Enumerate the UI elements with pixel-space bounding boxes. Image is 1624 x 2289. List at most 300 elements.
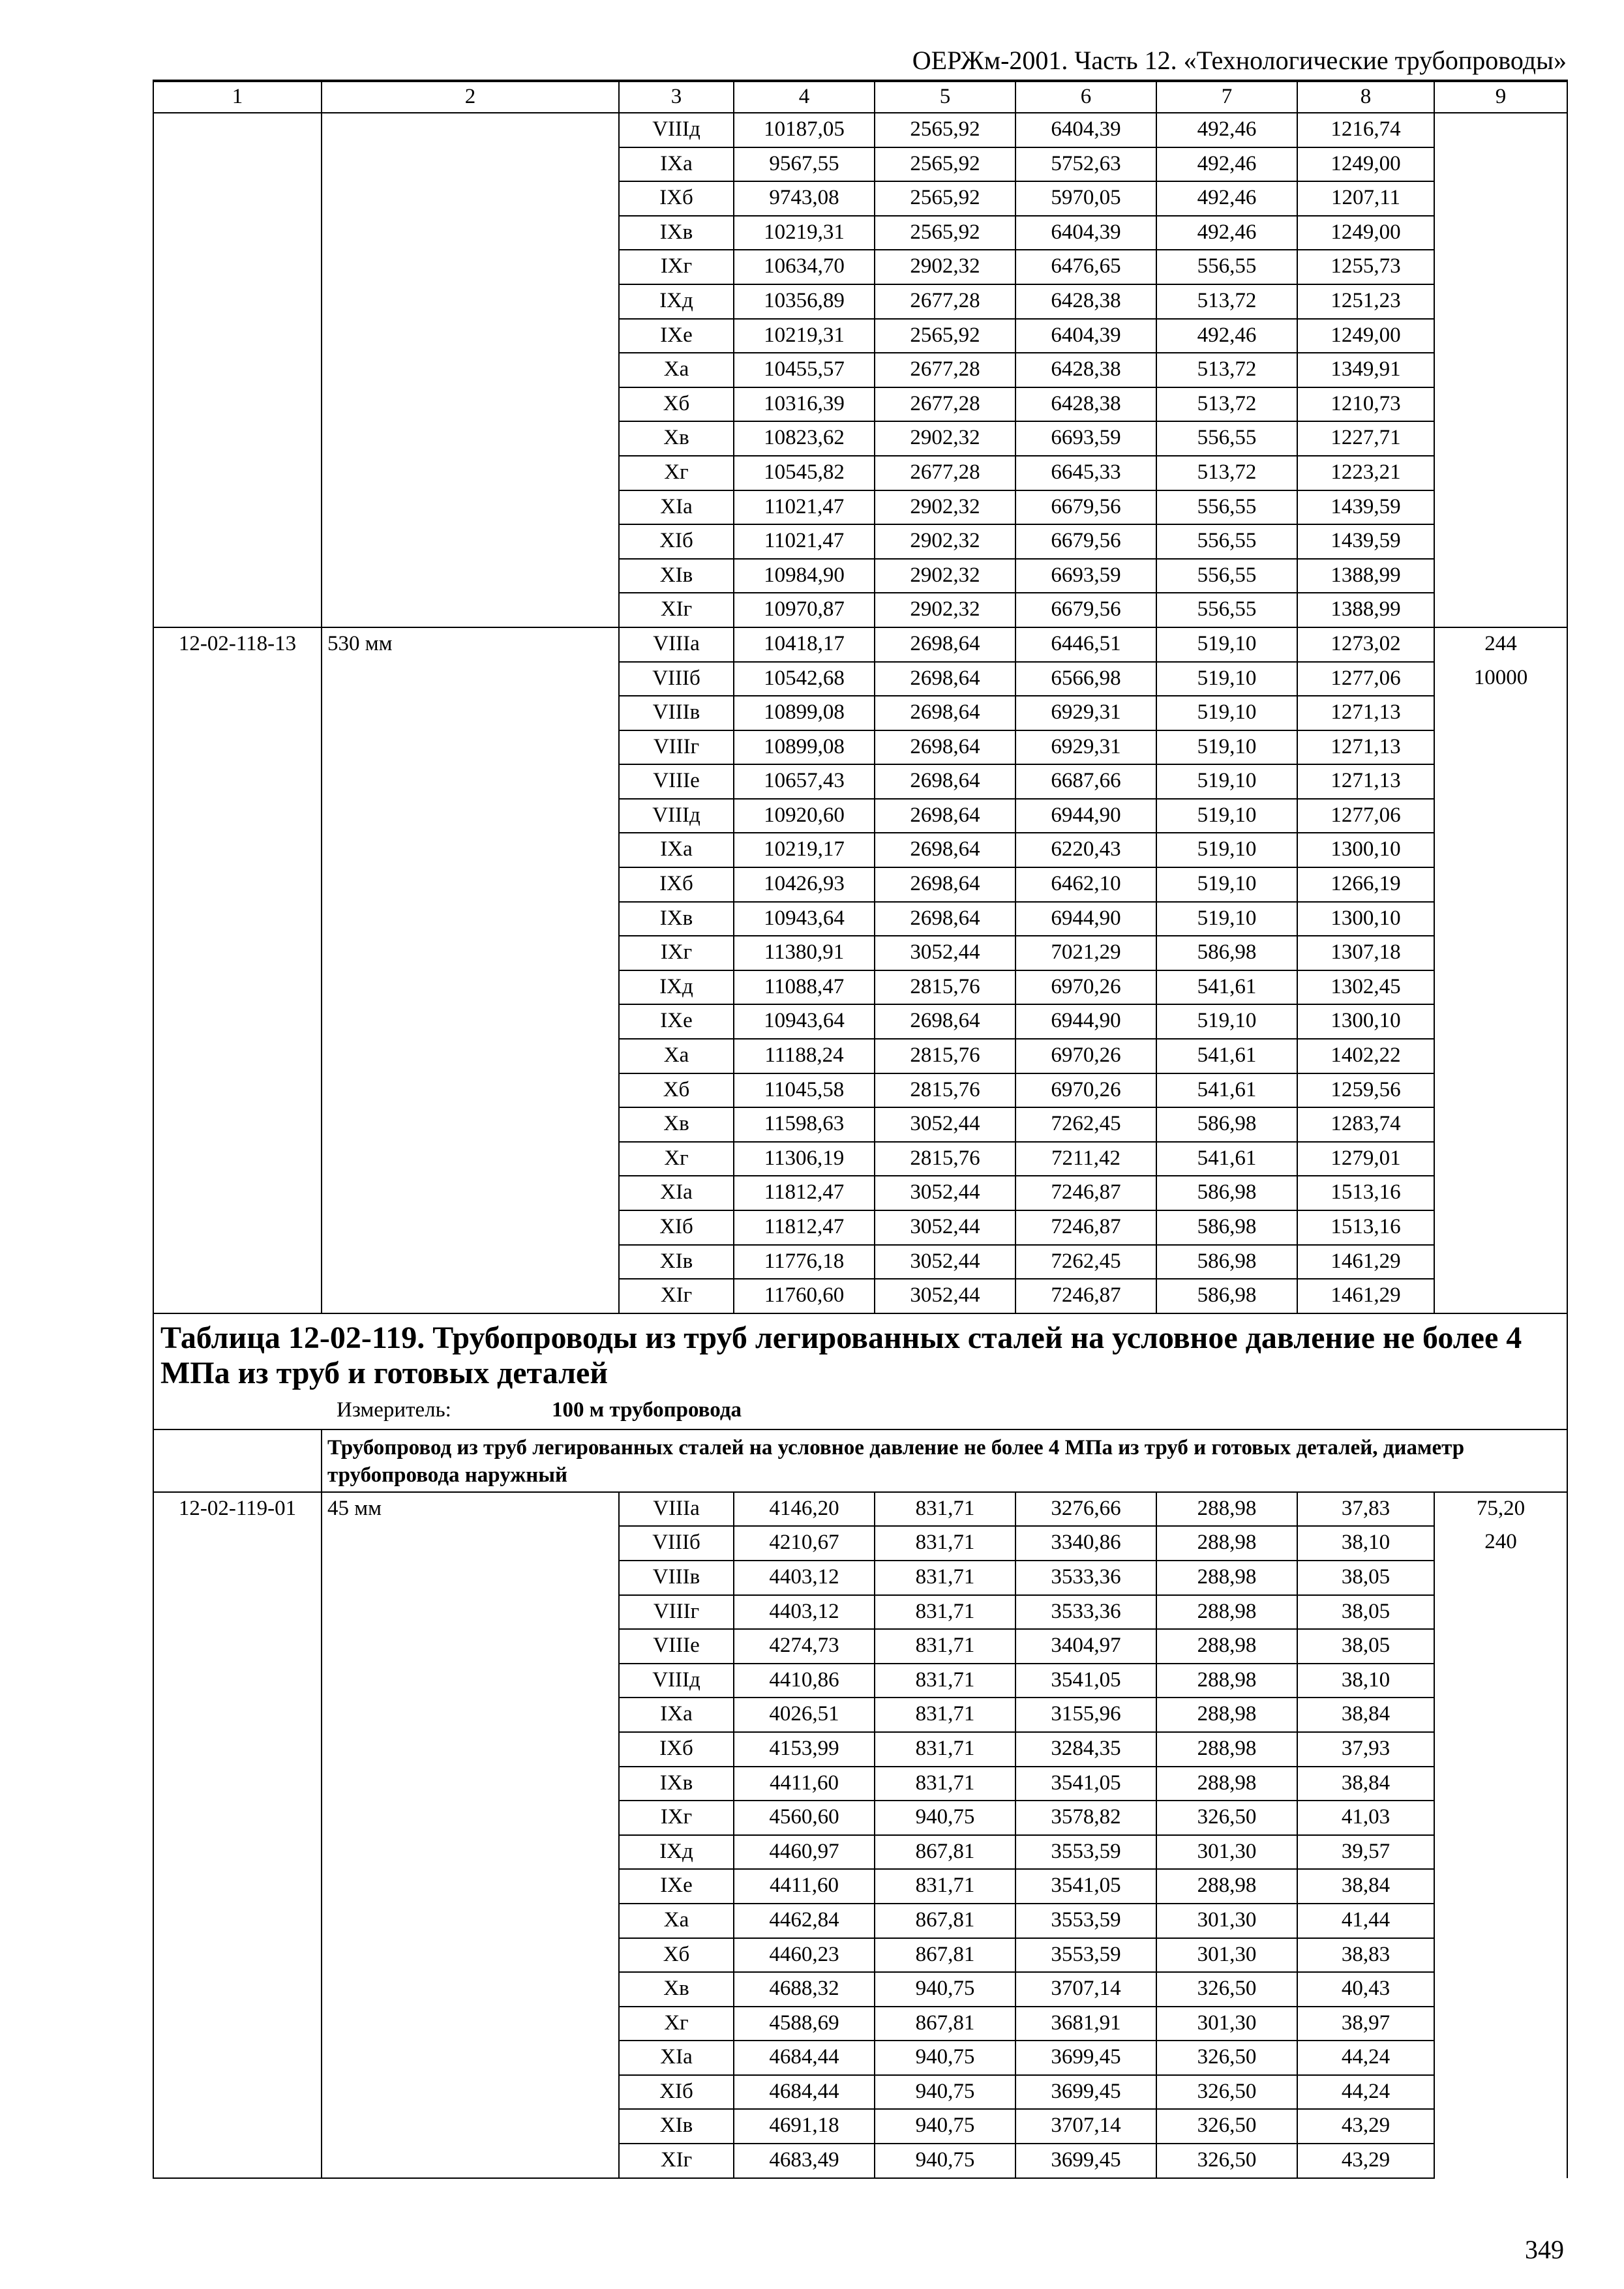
value-cell: 44,24	[1297, 2075, 1434, 2110]
value-cell: 301,30	[1156, 1938, 1297, 1973]
zone-group-cell: IXд	[619, 284, 734, 319]
value-cell: 3052,44	[875, 1210, 1015, 1245]
value-cell: 326,50	[1156, 1972, 1297, 2007]
value-cell: 6929,31	[1015, 730, 1156, 765]
zone-group-cell: Xв	[619, 1972, 734, 2007]
column-number: 3	[619, 80, 734, 113]
value-cell: 1277,06	[1297, 662, 1434, 696]
zone-group-cell: VIIIг	[619, 730, 734, 765]
value-cell: 6970,26	[1015, 1073, 1156, 1108]
value-cell: 6404,39	[1015, 113, 1156, 147]
value-cell: 288,98	[1156, 1732, 1297, 1767]
column-number: 1	[153, 80, 322, 113]
zone-group-cell: VIIIб	[619, 662, 734, 696]
col9-cell	[1434, 216, 1567, 250]
value-cell: 831,71	[875, 1869, 1015, 1904]
value-cell: 492,46	[1156, 319, 1297, 353]
column-number: 4	[734, 80, 875, 113]
value-cell: 541,61	[1156, 1073, 1297, 1108]
value-cell: 10984,90	[734, 559, 875, 593]
zone-group-cell: VIIIд	[619, 1664, 734, 1698]
col9-cell	[1434, 1869, 1567, 1904]
value-cell: 3276,66	[1015, 1492, 1156, 1527]
value-cell: 1513,16	[1297, 1176, 1434, 1210]
value-cell: 43,29	[1297, 2109, 1434, 2144]
value-cell: 288,98	[1156, 1698, 1297, 1732]
value-cell: 513,72	[1156, 284, 1297, 319]
zone-group-cell: IXг	[619, 1801, 734, 1835]
diameter-cell	[322, 113, 619, 627]
value-cell: 7211,42	[1015, 1142, 1156, 1176]
col9-cell	[1434, 593, 1567, 627]
value-cell: 867,81	[875, 2007, 1015, 2041]
value-cell: 3541,05	[1015, 1767, 1156, 1801]
value-cell: 2565,92	[875, 147, 1015, 182]
value-cell: 492,46	[1156, 147, 1297, 182]
value-cell: 940,75	[875, 2041, 1015, 2075]
value-cell: 4274,73	[734, 1629, 875, 1664]
col9-cell	[1434, 833, 1567, 867]
zone-group-cell: XIб	[619, 524, 734, 559]
zone-group-cell: Xг	[619, 456, 734, 490]
value-cell: 40,43	[1297, 1972, 1434, 2007]
value-cell: 1266,19	[1297, 867, 1434, 902]
value-cell: 7246,87	[1015, 1176, 1156, 1210]
value-cell: 10943,64	[734, 1004, 875, 1039]
value-cell: 3404,97	[1015, 1629, 1156, 1664]
value-cell: 4688,32	[734, 1972, 875, 2007]
value-cell: 1279,01	[1297, 1142, 1434, 1176]
zone-group-cell: Xб	[619, 1073, 734, 1108]
value-cell: 2902,32	[875, 421, 1015, 456]
zone-group-cell: XIг	[619, 593, 734, 627]
value-cell: 940,75	[875, 2075, 1015, 2110]
col9-cell	[1434, 1972, 1567, 2007]
value-cell: 6687,66	[1015, 764, 1156, 799]
value-cell: 6428,38	[1015, 284, 1156, 319]
page-number: 349	[1525, 2235, 1564, 2264]
value-cell: 38,10	[1297, 1664, 1434, 1698]
value-cell: 1216,74	[1297, 113, 1434, 147]
value-cell: 940,75	[875, 1972, 1015, 2007]
zone-group-cell: VIIIг	[619, 1595, 734, 1630]
value-cell: 519,10	[1156, 799, 1297, 833]
zone-group-cell: IXб	[619, 1732, 734, 1767]
value-cell: 831,71	[875, 1492, 1015, 1527]
value-cell: 6944,90	[1015, 799, 1156, 833]
zone-group-cell: XIб	[619, 1210, 734, 1245]
zone-group-cell: VIIIд	[619, 113, 734, 147]
value-cell: 2698,64	[875, 730, 1015, 765]
zone-group-cell: VIIIе	[619, 1629, 734, 1664]
value-cell: 37,83	[1297, 1492, 1434, 1527]
value-cell: 4684,44	[734, 2075, 875, 2110]
value-cell: 11812,47	[734, 1210, 875, 1245]
col9-cell	[1434, 1210, 1567, 1245]
rates-table	[153, 80, 1568, 2179]
value-cell: 541,61	[1156, 1142, 1297, 1176]
value-cell: 41,03	[1297, 1801, 1434, 1835]
value-cell: 492,46	[1156, 216, 1297, 250]
value-cell: 38,05	[1297, 1595, 1434, 1630]
col9-cell	[1434, 250, 1567, 284]
column-number: 7	[1156, 80, 1297, 113]
zone-group-cell: IXе	[619, 319, 734, 353]
value-cell: 1273,02	[1297, 627, 1434, 662]
value-cell: 7021,29	[1015, 936, 1156, 970]
value-cell: 43,29	[1297, 2144, 1434, 2178]
value-cell: 4684,44	[734, 2041, 875, 2075]
zone-group-cell: VIIIе	[619, 764, 734, 799]
value-cell: 556,55	[1156, 593, 1297, 627]
value-cell: 2698,64	[875, 867, 1015, 902]
col9-cell	[1434, 1245, 1567, 1279]
value-cell: 519,10	[1156, 696, 1297, 730]
value-cell: 3699,45	[1015, 2075, 1156, 2110]
col9-cell	[1434, 1279, 1567, 1313]
rate-code-cell: 12-02-118-13	[153, 627, 322, 1313]
value-cell: 1402,22	[1297, 1039, 1434, 1073]
value-cell: 3052,44	[875, 936, 1015, 970]
measure-line	[160, 1395, 1561, 1425]
value-cell: 11760,60	[734, 1279, 875, 1313]
value-cell: 288,98	[1156, 1526, 1297, 1561]
value-cell: 1307,18	[1297, 936, 1434, 970]
value-cell: 3052,44	[875, 1279, 1015, 1313]
value-cell: 1277,06	[1297, 799, 1434, 833]
value-cell: 1249,00	[1297, 216, 1434, 250]
value-cell: 6566,98	[1015, 662, 1156, 696]
value-cell: 1300,10	[1297, 833, 1434, 867]
value-cell: 301,30	[1156, 2007, 1297, 2041]
table-row	[153, 113, 1567, 147]
value-cell: 4462,84	[734, 1904, 875, 1938]
value-cell: 3533,36	[1015, 1595, 1156, 1630]
value-cell: 1223,21	[1297, 456, 1434, 490]
value-cell: 1255,73	[1297, 250, 1434, 284]
value-cell: 3699,45	[1015, 2041, 1156, 2075]
zone-group-cell: IXв	[619, 1767, 734, 1801]
value-cell: 2565,92	[875, 216, 1015, 250]
col9-cell	[1434, 1629, 1567, 1664]
col9-cell	[1434, 2007, 1567, 2041]
value-cell: 831,71	[875, 1698, 1015, 1732]
value-cell: 586,98	[1156, 1245, 1297, 1279]
value-cell: 1513,16	[1297, 1210, 1434, 1245]
value-cell: 2565,92	[875, 319, 1015, 353]
column-number: 2	[322, 80, 619, 113]
value-cell: 5752,63	[1015, 147, 1156, 182]
value-cell: 6970,26	[1015, 1039, 1156, 1073]
value-cell: 9567,55	[734, 147, 875, 182]
value-cell: 586,98	[1156, 1279, 1297, 1313]
value-cell: 4560,60	[734, 1801, 875, 1835]
value-cell: 11188,24	[734, 1039, 875, 1073]
col9-cell	[1434, 2075, 1567, 2110]
value-cell: 288,98	[1156, 1767, 1297, 1801]
value-cell: 10187,05	[734, 113, 875, 147]
value-cell: 6462,10	[1015, 867, 1156, 902]
value-cell: 586,98	[1156, 1176, 1297, 1210]
value-cell: 3553,59	[1015, 1938, 1156, 1973]
zone-group-cell: IXд	[619, 970, 734, 1005]
value-cell: 6679,56	[1015, 593, 1156, 627]
value-cell: 2815,76	[875, 1142, 1015, 1176]
value-cell: 519,10	[1156, 902, 1297, 936]
value-cell: 288,98	[1156, 1595, 1297, 1630]
value-cell: 2565,92	[875, 181, 1015, 216]
value-cell: 556,55	[1156, 559, 1297, 593]
value-cell: 288,98	[1156, 1492, 1297, 1527]
value-cell: 1461,29	[1297, 1245, 1434, 1279]
value-cell: 4460,97	[734, 1835, 875, 1870]
table-title: Таблица 12-02-119. Трубопроводы из труб легированных сталей на условное давление не более 4 МПа из труб и готовых деталей	[160, 1320, 1522, 1390]
value-cell: 7262,45	[1015, 1107, 1156, 1142]
value-cell: 492,46	[1156, 113, 1297, 147]
value-cell: 6404,39	[1015, 216, 1156, 250]
value-cell: 11088,47	[734, 970, 875, 1005]
value-cell: 4210,67	[734, 1526, 875, 1561]
value-cell: 6428,38	[1015, 353, 1156, 387]
value-cell: 4683,49	[734, 2144, 875, 2178]
zone-group-cell: IXв	[619, 216, 734, 250]
value-cell: 10899,08	[734, 696, 875, 730]
value-cell: 519,10	[1156, 833, 1297, 867]
col9-cell	[1434, 1698, 1567, 1732]
value-cell: 326,50	[1156, 2075, 1297, 2110]
value-cell: 10542,68	[734, 662, 875, 696]
value-cell: 2677,28	[875, 387, 1015, 422]
diameter-cell: 45 мм	[322, 1492, 619, 2178]
value-cell: 1251,23	[1297, 284, 1434, 319]
zone-group-cell: VIIIд	[619, 799, 734, 833]
value-cell: 1249,00	[1297, 319, 1434, 353]
diameter-cell: 530 мм	[322, 627, 619, 1313]
value-cell: 1302,45	[1297, 970, 1434, 1005]
value-cell: 3707,14	[1015, 1972, 1156, 2007]
value-cell: 10426,93	[734, 867, 875, 902]
value-cell: 10316,39	[734, 387, 875, 422]
value-cell: 3052,44	[875, 1176, 1015, 1210]
value-cell: 3578,82	[1015, 1801, 1156, 1835]
zone-group-cell: XIв	[619, 2109, 734, 2144]
zone-group-cell: Xа	[619, 1039, 734, 1073]
value-cell: 2698,64	[875, 1004, 1015, 1039]
value-cell: 11380,91	[734, 936, 875, 970]
col9-cell	[1434, 1732, 1567, 1767]
value-cell: 492,46	[1156, 181, 1297, 216]
col9-cell	[1434, 456, 1567, 490]
value-cell: 4410,86	[734, 1664, 875, 1698]
value-cell: 11812,47	[734, 1176, 875, 1210]
value-cell: 6693,59	[1015, 421, 1156, 456]
col9-cell	[1434, 1835, 1567, 1870]
value-cell: 3707,14	[1015, 2109, 1156, 2144]
col9-cell	[1434, 387, 1567, 422]
value-cell: 38,05	[1297, 1629, 1434, 1664]
value-cell: 2698,64	[875, 662, 1015, 696]
table-title-cell	[153, 1313, 1567, 1429]
value-cell: 6404,39	[1015, 319, 1156, 353]
value-cell: 1349,91	[1297, 353, 1434, 387]
zone-group-cell: XIа	[619, 2041, 734, 2075]
value-cell: 2698,64	[875, 696, 1015, 730]
value-cell: 1461,29	[1297, 1279, 1434, 1313]
value-cell: 541,61	[1156, 1039, 1297, 1073]
value-cell: 2565,92	[875, 113, 1015, 147]
value-cell: 556,55	[1156, 524, 1297, 559]
column-number-row	[153, 80, 1567, 113]
col9-cell	[1434, 867, 1567, 902]
value-cell: 38,05	[1297, 1561, 1434, 1595]
value-cell: 7246,87	[1015, 1279, 1156, 1313]
value-cell: 38,83	[1297, 1938, 1434, 1973]
col9-cell	[1434, 799, 1567, 833]
zone-group-cell: Xб	[619, 1938, 734, 1973]
value-cell: 4460,23	[734, 1938, 875, 1973]
col9-cell	[1434, 524, 1567, 559]
value-cell: 1207,11	[1297, 181, 1434, 216]
value-cell: 1300,10	[1297, 1004, 1434, 1039]
value-cell: 831,71	[875, 1767, 1015, 1801]
value-cell: 5970,05	[1015, 181, 1156, 216]
value-cell: 10219,17	[734, 833, 875, 867]
value-cell: 1439,59	[1297, 524, 1434, 559]
zone-group-cell: VIIIа	[619, 1492, 734, 1527]
zone-group-cell: IXа	[619, 1698, 734, 1732]
value-cell: 940,75	[875, 2144, 1015, 2178]
value-cell: 2677,28	[875, 456, 1015, 490]
value-cell: 586,98	[1156, 1210, 1297, 1245]
value-cell: 10356,89	[734, 284, 875, 319]
measure-value: 100 м трубопровода	[552, 1398, 742, 1422]
value-cell: 10657,43	[734, 764, 875, 799]
zone-group-cell: Xв	[619, 421, 734, 456]
value-cell: 1388,99	[1297, 559, 1434, 593]
value-cell: 831,71	[875, 1629, 1015, 1664]
value-cell: 2698,64	[875, 833, 1015, 867]
zone-group-cell: IXе	[619, 1869, 734, 1904]
col9-cell: 10000	[1434, 662, 1567, 696]
zone-group-cell: Xг	[619, 1142, 734, 1176]
value-cell: 2815,76	[875, 970, 1015, 1005]
value-cell: 2677,28	[875, 284, 1015, 319]
value-cell: 1249,00	[1297, 147, 1434, 182]
value-cell: 1283,74	[1297, 1107, 1434, 1142]
value-cell: 10418,17	[734, 627, 875, 662]
page-header: ОЕРЖм-2001. Часть 12. «Технологические трубопроводы»	[153, 42, 1567, 82]
zone-group-cell: XIв	[619, 1245, 734, 1279]
col9-cell	[1434, 353, 1567, 387]
zone-group-cell: XIг	[619, 2144, 734, 2178]
zone-group-cell: IXа	[619, 833, 734, 867]
column-number: 6	[1015, 80, 1156, 113]
value-cell: 3541,05	[1015, 1869, 1156, 1904]
zone-group-cell: XIа	[619, 490, 734, 525]
column-number: 9	[1434, 80, 1567, 113]
col9-cell	[1434, 319, 1567, 353]
value-cell: 10634,70	[734, 250, 875, 284]
value-cell: 41,44	[1297, 1904, 1434, 1938]
zone-group-cell: Xв	[619, 1107, 734, 1142]
subheading-cell: Трубопровод из труб легированных сталей на условное давление не более 4 МПа из труб и готовых деталей, диаметр трубопровода наружный	[322, 1429, 1567, 1492]
value-cell: 38,97	[1297, 2007, 1434, 2041]
col9-cell	[1434, 2109, 1567, 2144]
zone-group-cell: IXб	[619, 867, 734, 902]
value-cell: 2698,64	[875, 902, 1015, 936]
zone-group-cell: Xг	[619, 2007, 734, 2041]
col9-cell	[1434, 696, 1567, 730]
value-cell: 940,75	[875, 1801, 1015, 1835]
value-cell: 11598,63	[734, 1107, 875, 1142]
zone-group-cell: IXг	[619, 250, 734, 284]
value-cell: 4411,60	[734, 1869, 875, 1904]
value-cell: 6220,43	[1015, 833, 1156, 867]
value-cell: 38,84	[1297, 1869, 1434, 1904]
value-cell: 1271,13	[1297, 764, 1434, 799]
value-cell: 2815,76	[875, 1039, 1015, 1073]
value-cell: 519,10	[1156, 1004, 1297, 1039]
value-cell: 831,71	[875, 1664, 1015, 1698]
value-cell: 867,81	[875, 1904, 1015, 1938]
value-cell: 513,72	[1156, 353, 1297, 387]
column-number: 8	[1297, 80, 1434, 113]
value-cell: 831,71	[875, 1526, 1015, 1561]
value-cell: 556,55	[1156, 490, 1297, 525]
col9-cell	[1434, 1561, 1567, 1595]
rate-code-cell	[153, 113, 322, 627]
value-cell: 10970,87	[734, 593, 875, 627]
value-cell: 4403,12	[734, 1595, 875, 1630]
value-cell: 10899,08	[734, 730, 875, 765]
zone-group-cell: IXд	[619, 1835, 734, 1870]
zone-group-cell: IXг	[619, 936, 734, 970]
zone-group-cell: XIв	[619, 559, 734, 593]
col9-cell	[1434, 1176, 1567, 1210]
value-cell: 586,98	[1156, 1107, 1297, 1142]
value-cell: 541,61	[1156, 970, 1297, 1005]
value-cell: 10219,31	[734, 319, 875, 353]
value-cell: 3553,59	[1015, 1904, 1156, 1938]
zone-group-cell: XIг	[619, 1279, 734, 1313]
value-cell: 288,98	[1156, 1629, 1297, 1664]
value-cell: 1227,71	[1297, 421, 1434, 456]
value-cell: 288,98	[1156, 1561, 1297, 1595]
value-cell: 1300,10	[1297, 902, 1434, 936]
value-cell: 3699,45	[1015, 2144, 1156, 2178]
value-cell: 38,84	[1297, 1698, 1434, 1732]
value-cell: 3541,05	[1015, 1664, 1156, 1698]
zone-group-cell: IXе	[619, 1004, 734, 1039]
col9-cell	[1434, 2144, 1567, 2178]
col9-cell	[1434, 2041, 1567, 2075]
value-cell: 2902,32	[875, 250, 1015, 284]
value-cell: 4153,99	[734, 1732, 875, 1767]
rate-code-cell: 12-02-119-01	[153, 1492, 322, 2178]
value-cell: 6679,56	[1015, 490, 1156, 525]
value-cell: 2698,64	[875, 627, 1015, 662]
value-cell: 3284,35	[1015, 1732, 1156, 1767]
value-cell: 1259,56	[1297, 1073, 1434, 1108]
col9-cell	[1434, 1904, 1567, 1938]
value-cell: 11021,47	[734, 524, 875, 559]
value-cell: 867,81	[875, 1835, 1015, 1870]
col9-cell	[1434, 181, 1567, 216]
zone-group-cell: IXа	[619, 147, 734, 182]
value-cell: 2677,28	[875, 353, 1015, 387]
value-cell: 6428,38	[1015, 387, 1156, 422]
value-cell: 6944,90	[1015, 1004, 1156, 1039]
